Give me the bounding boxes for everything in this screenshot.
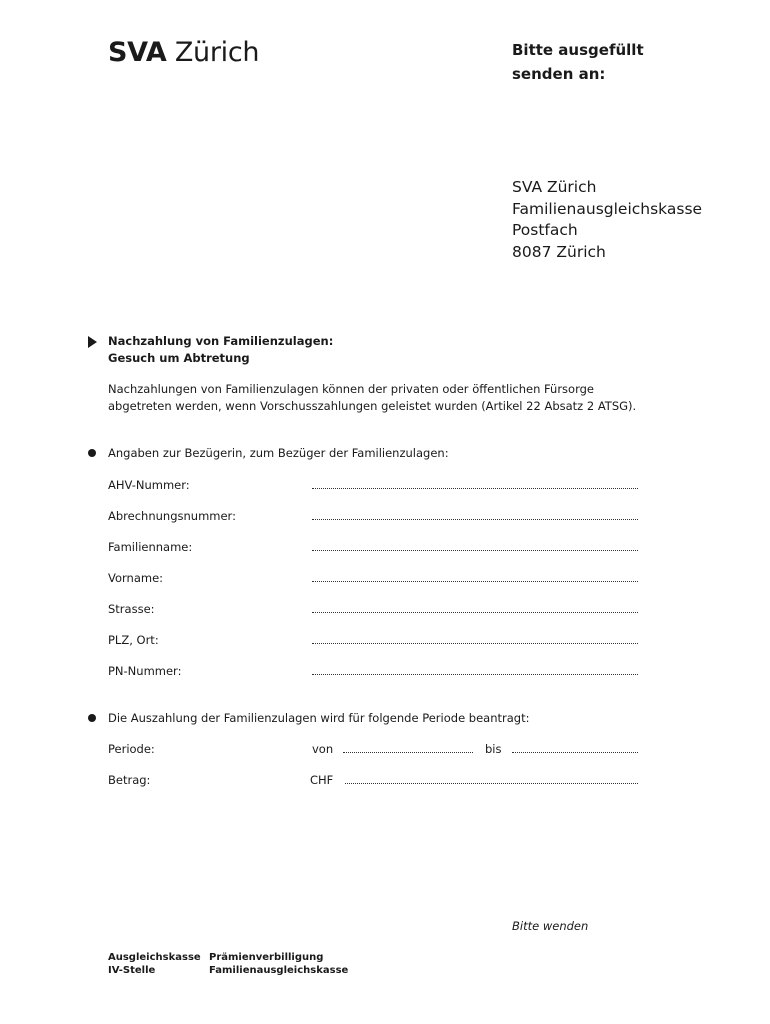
address-line2: Familienausgleichskasse [512,199,703,218]
zip-city-field[interactable] [312,643,638,644]
period-to-field[interactable] [512,752,638,753]
sva-logo [108,36,259,70]
period-from-field[interactable] [343,752,473,753]
address-line4: 8087 Zürich [512,242,606,261]
please-turn-note: Bitte wenden [512,919,589,933]
billing-number-field[interactable] [312,519,638,520]
intro-line1: Nachzahlungen von Familienzulagen können der privaten oder öffentlichen Fürsorge [108,382,594,396]
first-name-field[interactable] [312,581,638,582]
address-line3: Postfach [512,221,578,239]
first-name-label: Vorname: [108,571,164,585]
form-title-line2: Gesuch um Abtretung [108,351,250,365]
footer-col2-line1: Prämienverbilligung [209,952,324,963]
period-from-word: von [312,742,334,756]
period-label: Periode: [108,742,155,756]
recipient-address [512,177,702,263]
send-to-line1: Bitte ausgefüllt [512,41,644,59]
form-title-line1: Nachzahlung von Familienzulagen: [108,334,334,348]
triangle-bullet-icon [88,336,97,348]
footer-col2-line2: Familienausgleichskasse [209,965,349,976]
form-title [108,333,333,367]
intro-line2: abgetreten werden, wenn Vorschusszahlungen geleistet wurden (Artikel 22 Absatz 2 ATSG). [108,399,637,413]
street-label: Strasse: [108,602,155,616]
family-name-label: Familienname: [108,540,193,554]
currency-label: CHF [310,773,334,787]
street-field[interactable] [312,612,638,613]
zip-city-label: PLZ, Ort: [108,633,159,647]
bullet-dot-icon [88,449,96,457]
footer-col1-line1: Ausgleichskasse [108,952,201,963]
ahv-number-label: AHV-Nummer: [108,478,190,492]
section1-title: Angaben zur Bezügerin, zum Bezüger der Familienzulagen: [108,446,449,460]
amount-field[interactable] [345,783,638,784]
intro-paragraph [108,381,636,415]
logo-regular-text: Zürich [174,37,260,68]
footer-col1 [108,951,201,977]
bullet-dot-icon [88,714,96,722]
family-name-field[interactable] [312,550,638,551]
footer-col2 [209,951,348,977]
pn-number-field[interactable] [312,674,638,675]
ahv-number-field[interactable] [312,488,638,489]
section2-title: Die Auszahlung der Familienzulagen wird für folgende Periode beantragt: [108,711,530,725]
billing-number-label: Abrechnungsnummer: [108,509,236,523]
period-to-word: bis [485,742,502,756]
footer-col1-line2: IV-Stelle [108,965,156,976]
logo-bold-text: SVA [108,37,167,68]
address-line1: SVA Zürich [512,178,597,196]
pn-number-label: PN-Nummer: [108,664,182,678]
amount-label: Betrag: [108,773,151,787]
send-to-heading [512,38,644,86]
send-to-line2: senden an: [512,65,606,83]
